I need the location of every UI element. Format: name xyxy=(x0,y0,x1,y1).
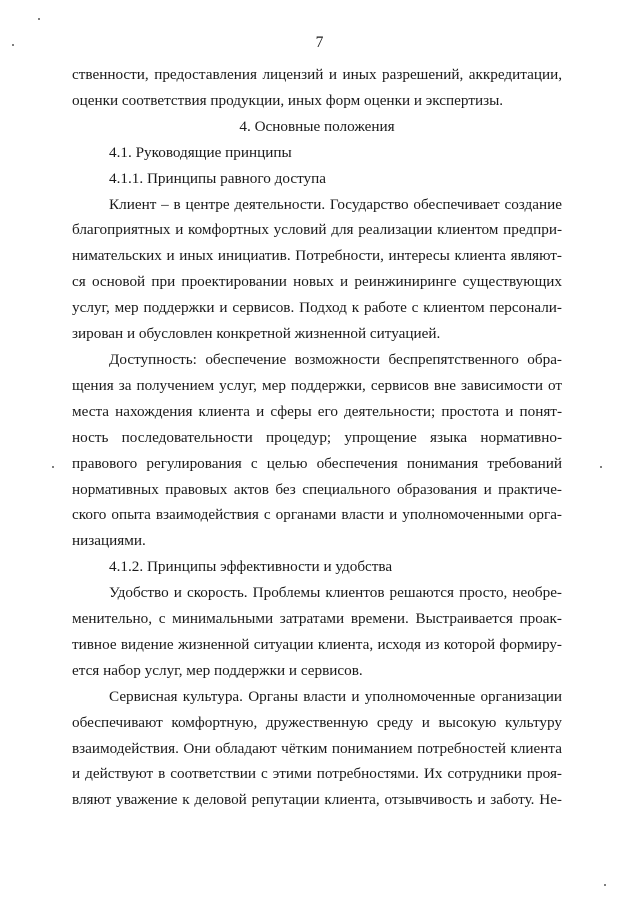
text-line: ского опыта взаимодействия с органами власти и уполномоченными орга- xyxy=(72,506,562,524)
text-line: оценки соответствия продукции, иных форм оценки и экспертизы. xyxy=(72,91,504,109)
text-line: ется набор услуг, мер поддержки и сервисов. xyxy=(72,661,363,679)
section-heading: 4. Основные положения xyxy=(239,117,395,135)
text-line: и действуют в соответствии с этими потребностями. Их сотрудники проя- xyxy=(72,765,562,783)
scan-speck xyxy=(600,466,602,468)
text-line: низациями. xyxy=(72,532,146,550)
text-line: правового регулирования с целью обеспечения понимания требований xyxy=(72,454,562,472)
text-line: Удобство и скорость. Проблемы клиентов решаются просто, необре- xyxy=(109,584,562,602)
scan-speck xyxy=(604,884,606,886)
text-line: взаимодействия. Они обладают чётким пониманием потребностей клиента xyxy=(72,739,562,757)
text-line: благоприятных и комфортных условий для реализации клиентом предпри- xyxy=(72,221,562,239)
text-line: Доступность: обеспечение возможности беспрепятственного обра- xyxy=(109,350,562,368)
body-text xyxy=(72,62,562,813)
subsection-heading: 4.1. Руководящие принципы xyxy=(109,143,292,161)
text-line: ность последовательности процедур; упрощение языка нормативно- xyxy=(72,428,562,446)
text-line: услуг, мер поддержки и сервисов. Подход к работе с клиентом персонали- xyxy=(72,299,562,317)
scan-speck xyxy=(52,466,54,468)
scan-speck xyxy=(38,18,40,20)
page-number: 7 xyxy=(315,34,324,51)
text-line: Клиент – в центре деятельности. Государство обеспечивает создание xyxy=(109,195,562,213)
subsection-heading: 4.1.1. Принципы равного доступа xyxy=(109,169,326,187)
scan-speck xyxy=(12,44,14,46)
text-line: нимательских и иных инициатив. Потребности, интересы клиента являют- xyxy=(72,247,562,265)
text-line: менительно, с минимальными затратами времени. Выстраивается проак- xyxy=(72,610,562,628)
text-line: тивное видение жизненной ситуации клиента, исходя из которой формиру- xyxy=(72,635,562,653)
text-line: щения за получением услуг, мер поддержки, сервисов вне зависимости от xyxy=(72,376,562,394)
text-line: ственности, предоставления лицензий и иных разрешений, аккредитации, xyxy=(72,66,562,83)
subsection-heading: 4.1.2. Принципы эффективности и удобства xyxy=(109,558,393,576)
text-line: зирован и обусловлен конкретной жизненной ситуацией. xyxy=(72,325,441,343)
text-line: обеспечивают комфортную, дружественную среду и высокую культуру xyxy=(72,713,562,731)
text-line: Сервисная культура. Органы власти и уполномоченные организации xyxy=(109,687,562,705)
text-line: вляют уважение к деловой репутации клиента, отзывчивость и заботу. Не- xyxy=(72,791,562,809)
text-line: нормативных правовых актов без специального образования и практиче- xyxy=(72,480,562,498)
text-line: ся основой при проектировании новых и реинжиниринге существующих xyxy=(72,273,562,291)
text-line: места нахождения клиента и сферы его деятельности; простота и понят- xyxy=(72,402,562,420)
